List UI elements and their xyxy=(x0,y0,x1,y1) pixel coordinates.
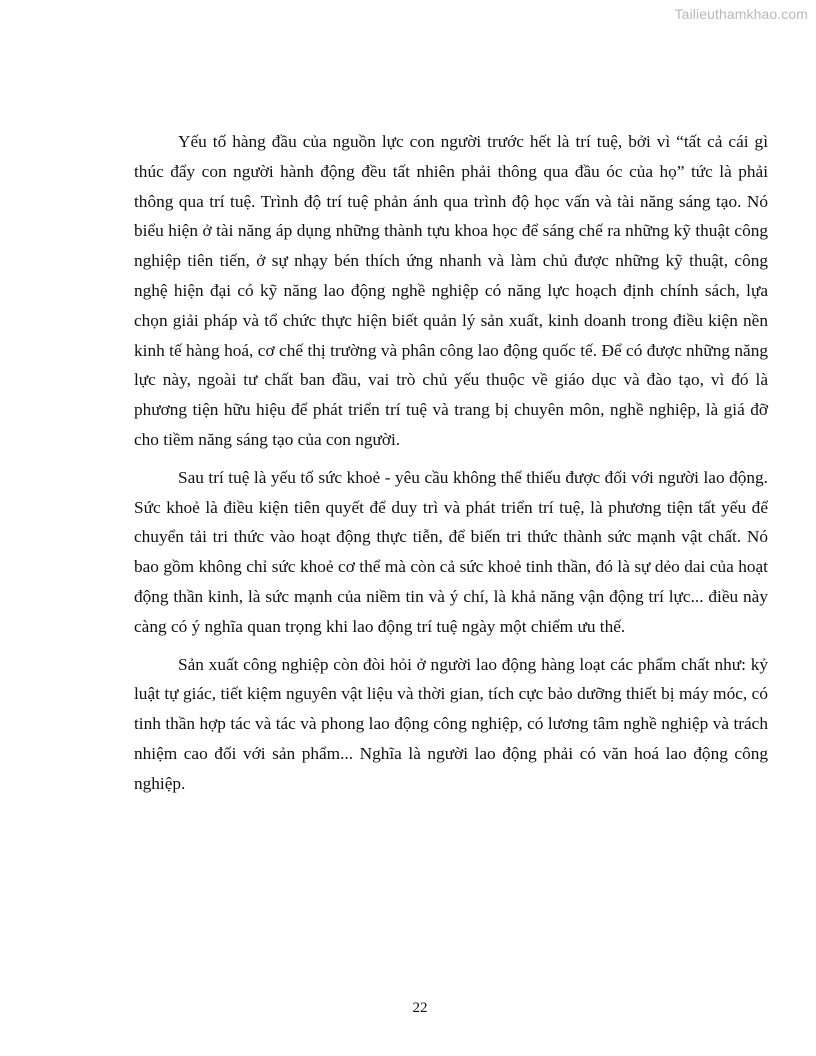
paragraph-intelligence: Yếu tố hàng đầu của nguồn lực con người trước hết là trí tuệ, bởi vì “tất cả cái gì thúc đẩy con người hành động đều tất nhiên phải thông qua đầu óc của họ” tức là phải thông qua trí tuệ. Trình độ trí tuệ phản ánh qua trình độ học vấn và tài năng sáng tạo. Nó biểu hiện ở tài năng áp dụng những thành tựu khoa học để sáng chế ra những kỹ thuật công nghiệp tiên tiến, ở sự nhạy bén thích ứng nhanh và làm chủ được những kỹ thuật, công nghệ hiện đại có kỹ năng lao động nghề nghiệp có năng lực hoạch định chính sách, lựa chọn giải pháp và tổ chức thực hiện biết quản lý sản xuất, kinh doanh trong điều kiện nền kinh tế hàng hoá, cơ chế thị trường và phân công lao động quốc tế. Để có được những năng lực này, ngoài tư chất ban đầu, vai trò chủ yếu thuộc về giáo dục và đào tạo, vì đó là phương tiện hữu hiệu để phát triển trí tuệ và trang bị chuyên môn, nghề nghiệp, là giá đỡ cho tiềm năng sáng tạo của con người. xyxy=(134,132,768,449)
paragraph-industrial-qualities: Sản xuất công nghiệp còn đòi hỏi ở người lao động hàng loạt các phẩm chất như: kỷ luật tự giác, tiết kiệm nguyên vật liệu và thời gian, tích cực bảo dưỡng thiết bị máy móc, có tinh thần hợp tác và tác và phong lao động công nghiệp, có lương tâm nghề nghiệp và trách nhiệm cao đối với sản phẩm... Nghĩa là người lao động phải có văn hoá lao động công nghiệp. xyxy=(134,654,768,793)
page-number: 22 xyxy=(412,1000,428,1016)
watermark-text: Tailieuthamkhao.com xyxy=(674,6,808,22)
document-body xyxy=(134,127,768,807)
paragraph-health: Sau trí tuệ là yếu tố sức khoẻ - yêu cầu không thể thiếu được đối với người lao động. Sức khoẻ là điều kiện tiên quyết để duy trì và phát triển trí tuệ, là phương tiện tất yếu để chuyển tải tri thức vào hoạt động thực tiễn, để biến tri thức thành sức mạnh vật chất. Nó bao gồm không chỉ sức khoẻ cơ thể mà còn cả sức khoẻ tinh thần, đó là sự dẻo dai của hoạt động thần kinh, là sức mạnh của niềm tin và ý chí, là khả năng vận động trí lực... điều này càng có ý nghĩa quan trọng khi lao động trí tuệ ngày một chiếm ưu thế. xyxy=(134,467,768,636)
